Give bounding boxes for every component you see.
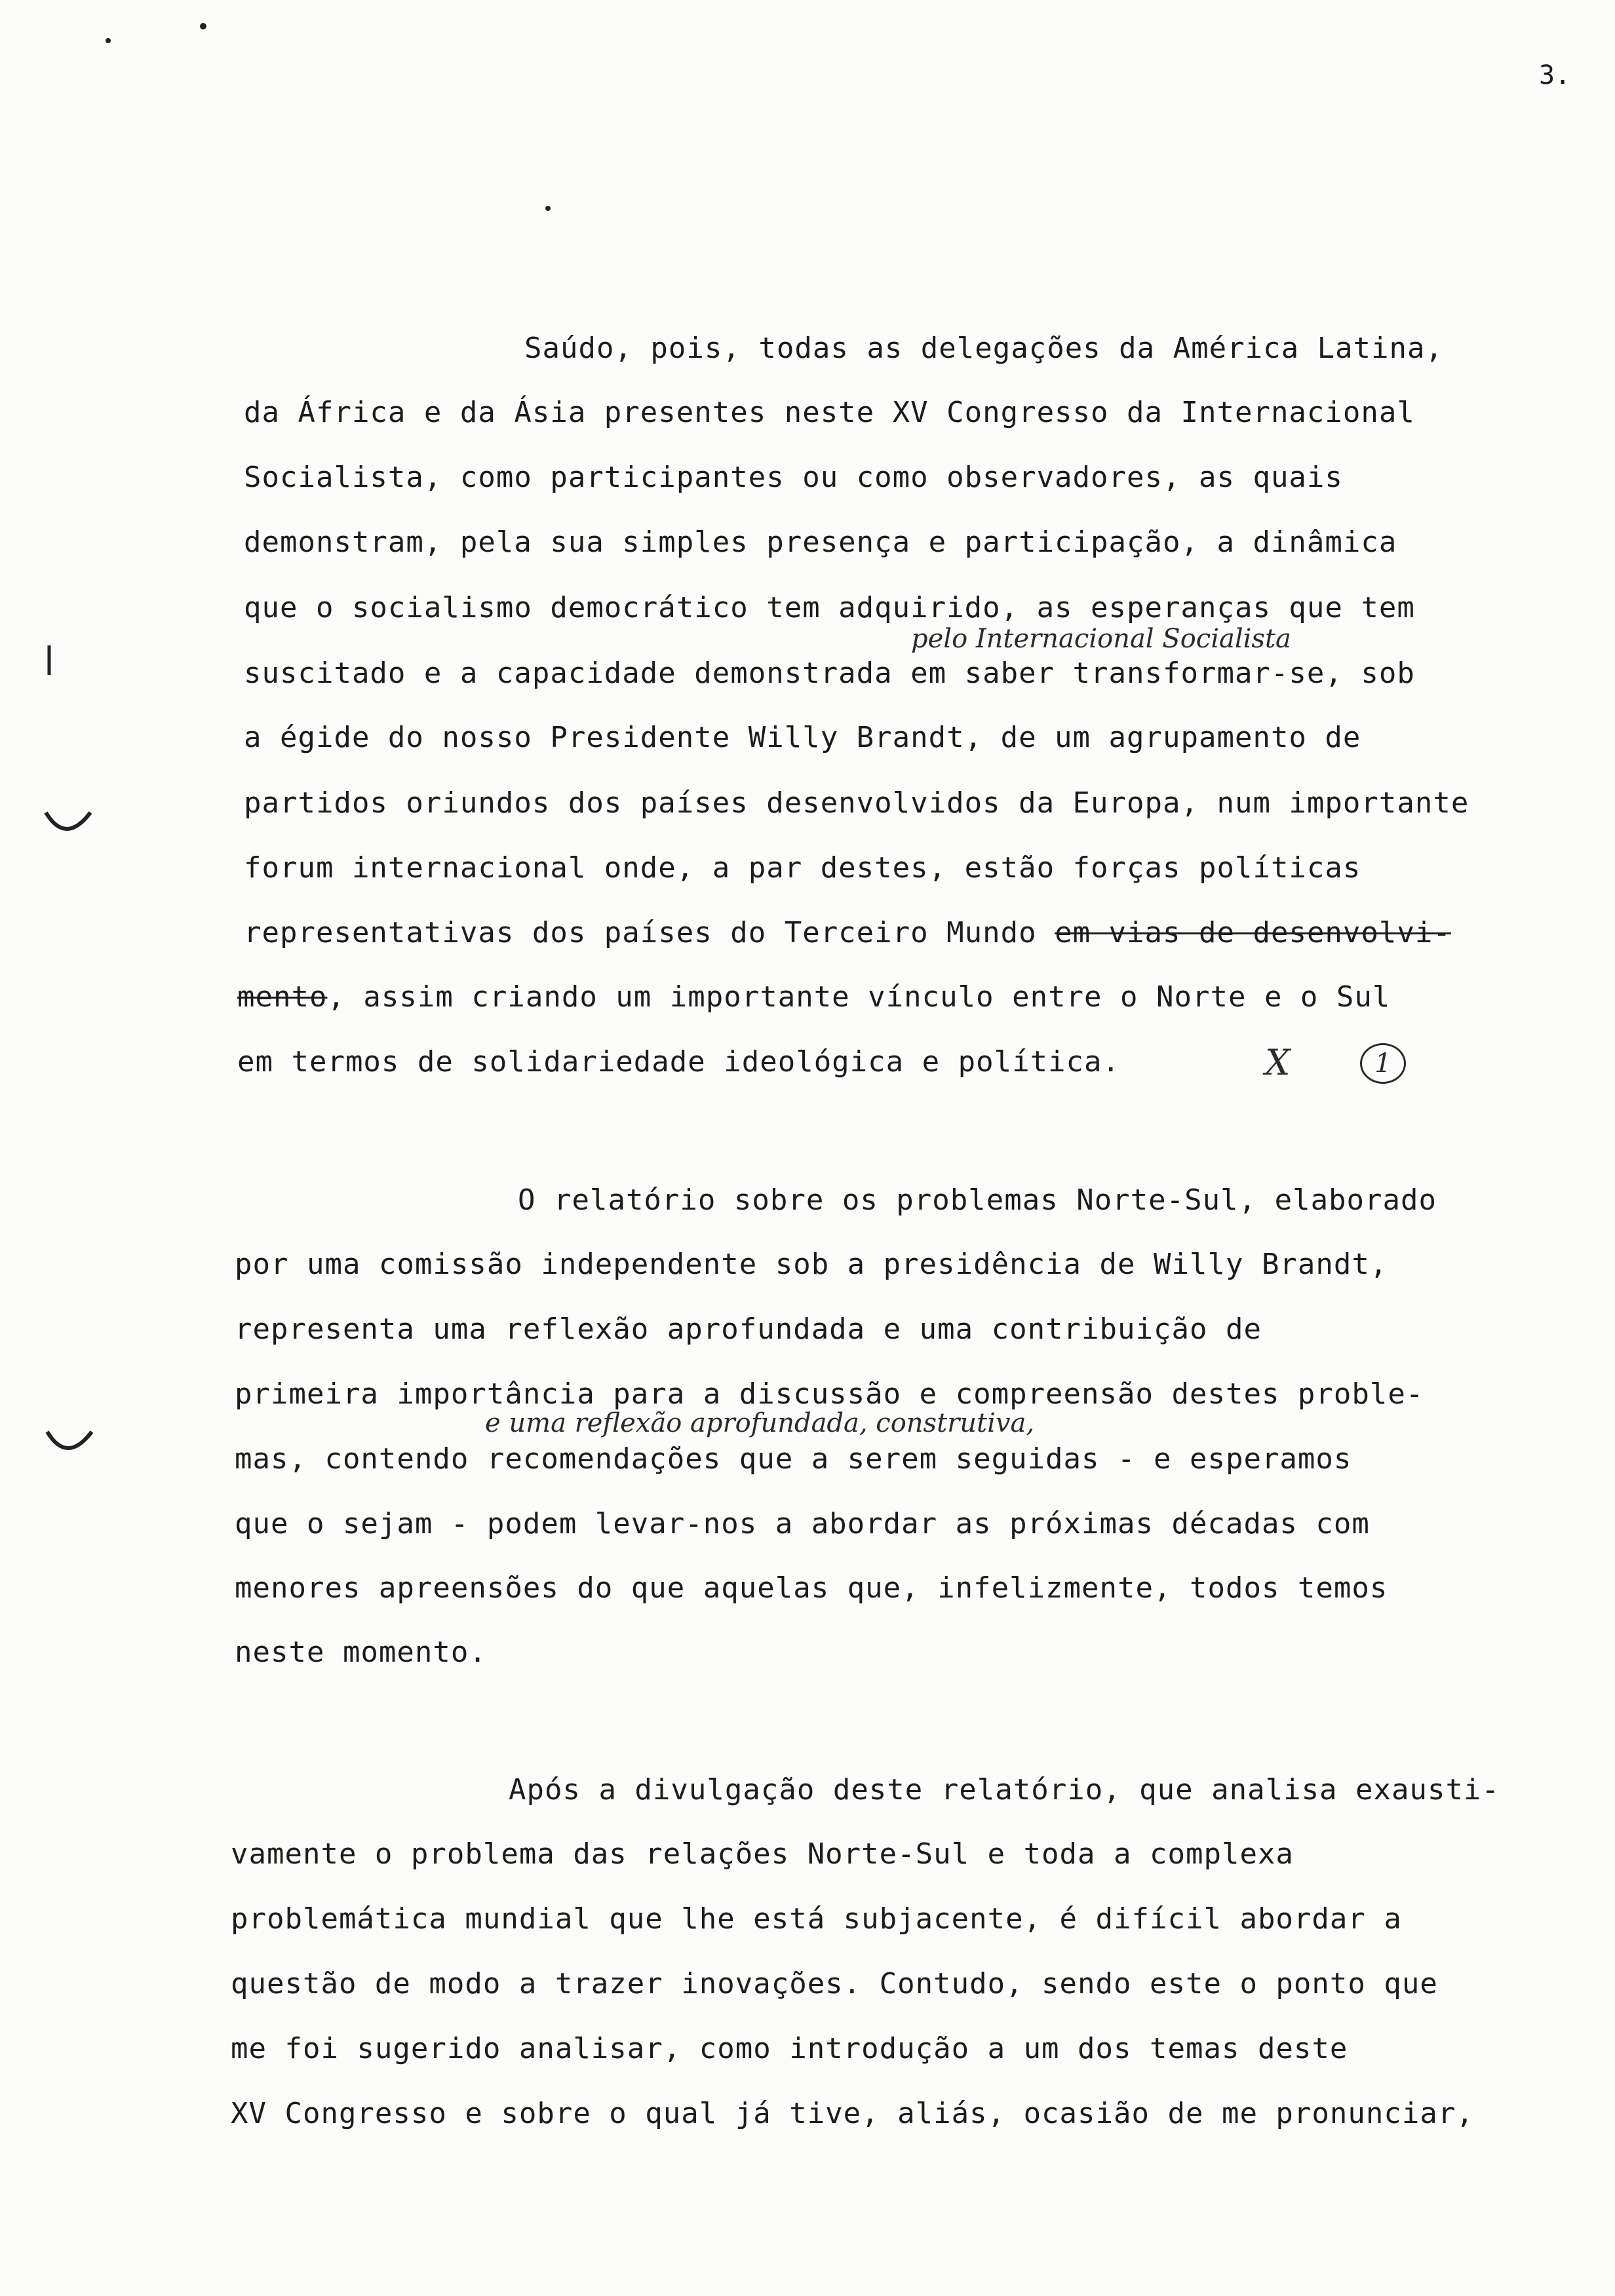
text-line bbox=[244, 916, 1451, 949]
text-line: Após a divulgação deste relatório, que analisa exausti- bbox=[509, 1773, 1500, 1807]
text-line: vamente o problema das relações Norte-Sul e toda a complexa bbox=[231, 1837, 1294, 1871]
handwritten-insertion: e uma reflexão aprofundada, construtiva, bbox=[485, 1408, 1035, 1438]
page-number: 3. bbox=[1539, 60, 1571, 90]
handwritten-x-mark: X bbox=[1265, 1042, 1291, 1083]
text-line: Saúdo, pois, todas as delegações da América Latina, bbox=[524, 332, 1444, 365]
text-line: a égide do nosso Presidente Willy Brandt, de um agrupamento de bbox=[244, 721, 1361, 754]
text-line bbox=[237, 980, 1391, 1014]
text-span: , assim criando um importante vínculo entre o Norte e o Sul bbox=[327, 980, 1391, 1014]
hole-punch-mark bbox=[46, 813, 90, 829]
text-line: suscitado e a capacidade demonstrada em saber transformar-se, sob bbox=[244, 657, 1415, 690]
text-line: Socialista, como participantes ou como observadores, as quais bbox=[244, 461, 1343, 494]
ink-speck bbox=[545, 206, 551, 211]
text-line: demonstram, pela sua simples presença e participação, a dinâmica bbox=[244, 526, 1397, 559]
handwritten-circled-number: 1 bbox=[1360, 1043, 1406, 1084]
text-line: da África e da Ásia presentes neste XV Congresso da Internacional bbox=[244, 396, 1415, 429]
text-line: neste momento. bbox=[235, 1636, 487, 1669]
handwritten-insertion: pelo Internacional Socialista bbox=[911, 624, 1291, 654]
ink-speck bbox=[200, 23, 206, 29]
text-line: me foi sugerido analisar, como introdução a um dos temas deste bbox=[231, 2032, 1348, 2065]
text-span: representativas dos países do Terceiro Mundo bbox=[244, 916, 1037, 949]
text-line: que o sejam - podem levar-nos a abordar as próximas décadas com bbox=[235, 1507, 1370, 1540]
text-line: problemática mundial que lhe está subjacente, é difícil abordar a bbox=[231, 1902, 1402, 1936]
text-line: XV Congresso e sobre o qual já tive, aliás, ocasião de me pronunciar, bbox=[231, 2097, 1474, 2130]
text-line: forum internacional onde, a par destes, estão forças políticas bbox=[244, 851, 1361, 885]
text-line: partidos oriundos dos países desenvolvidos da Europa, num importante bbox=[244, 786, 1469, 820]
text-line: representa uma reflexão aprofundada e uma contribuição de bbox=[235, 1312, 1262, 1346]
text-line: primeira importância para a discussão e compreensão destes proble- bbox=[235, 1377, 1424, 1411]
text-line: mas, contendo recomendações que a serem seguidas - e esperamos bbox=[235, 1442, 1352, 1476]
text-line: por uma comissão independente sob a presidência de Willy Brandt, bbox=[235, 1248, 1388, 1281]
text-line: questão de modo a trazer inovações. Contudo, sendo este o ponto que bbox=[231, 1967, 1438, 2000]
text-line: O relatório sobre os problemas Norte-Sul, elaborado bbox=[518, 1183, 1437, 1217]
struck-text: em vias de desenvolvi- bbox=[1055, 916, 1451, 949]
hole-punch-mark bbox=[47, 1432, 92, 1448]
ink-speck bbox=[106, 38, 111, 43]
text-line: que o socialismo democrático tem adquirido, as esperanças que tem bbox=[244, 591, 1415, 624]
text-line: menores apreensões do que aquelas que, infelizmente, todos temos bbox=[235, 1571, 1388, 1605]
struck-text: mento bbox=[237, 980, 328, 1014]
text-line: em termos de solidariedade ideológica e política. bbox=[237, 1045, 1121, 1079]
